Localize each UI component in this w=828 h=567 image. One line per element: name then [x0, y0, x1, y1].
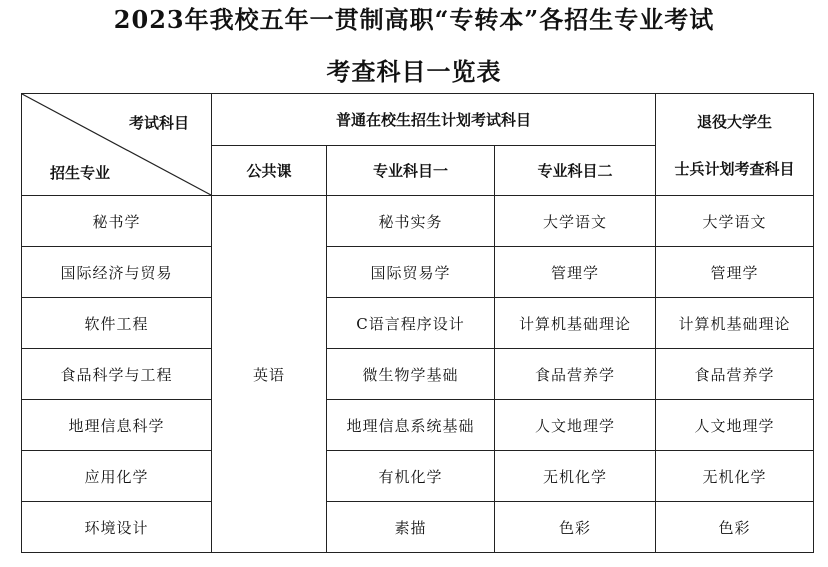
subject-one-cell: 秘书实务	[327, 196, 495, 247]
major-cell: 食品科学与工程	[22, 349, 212, 400]
subject-one-cell: C语言程序设计	[327, 298, 495, 349]
subject-two-cell: 人文地理学	[495, 400, 656, 451]
header-public-course: 公共课	[212, 146, 327, 196]
header-veteran-line2: 士兵计划考查科目	[674, 159, 795, 178]
page-title: 2023年我校五年一贯制高职“专转本”各招生专业考试	[113, 5, 715, 34]
table-row	[22, 247, 814, 298]
table-row	[22, 196, 814, 247]
veteran-subject-cell: 大学语文	[656, 196, 814, 247]
diagonal-header-exam-subject: 考试科目	[128, 114, 189, 132]
diagonal-header-cell	[22, 94, 212, 196]
veteran-subject-cell: 食品营养学	[656, 349, 814, 400]
header-veteran-line1: 退役大学生	[697, 112, 773, 131]
major-cell: 地理信息科学	[22, 400, 212, 451]
veteran-subject-cell: 计算机基础理论	[656, 298, 814, 349]
header-veteran-students	[656, 94, 814, 196]
subject-two-cell: 色彩	[495, 502, 656, 553]
subject-one-cell: 地理信息系统基础	[327, 400, 495, 451]
major-cell: 应用化学	[22, 451, 212, 502]
subject-two-cell: 无机化学	[495, 451, 656, 502]
subject-two-cell: 食品营养学	[495, 349, 656, 400]
veteran-subject-cell: 色彩	[656, 502, 814, 553]
veteran-subject-cell: 管理学	[656, 247, 814, 298]
subject-one-cell: 国际贸易学	[327, 247, 495, 298]
table-row	[22, 451, 814, 502]
subject-two-cell: 管理学	[495, 247, 656, 298]
major-cell: 秘书学	[22, 196, 212, 247]
table-row	[22, 400, 814, 451]
veteran-subject-cell: 人文地理学	[656, 400, 814, 451]
header-regular-students: 普通在校生招生计划考试科目	[212, 94, 656, 146]
major-cell: 环境设计	[22, 502, 212, 553]
subject-two-cell: 大学语文	[495, 196, 656, 247]
table-row	[22, 502, 814, 553]
diagonal-header-major: 招生专业	[50, 164, 111, 182]
page-subtitle: 考查科目一览表	[326, 57, 502, 86]
subject-one-cell: 素描	[327, 502, 495, 553]
common-subject-cell: 英语	[212, 196, 327, 553]
major-cell: 软件工程	[22, 298, 212, 349]
subject-two-cell: 计算机基础理论	[495, 298, 656, 349]
major-cell: 国际经济与贸易	[22, 247, 212, 298]
table-row	[22, 298, 814, 349]
subject-one-cell: 有机化学	[327, 451, 495, 502]
exam-subject-table	[21, 93, 814, 553]
table-row	[22, 349, 814, 400]
subject-one-cell: 微生物学基础	[327, 349, 495, 400]
header-subject-one: 专业科目一	[327, 146, 495, 196]
veteran-subject-cell: 无机化学	[656, 451, 814, 502]
header-subject-two: 专业科目二	[495, 146, 656, 196]
